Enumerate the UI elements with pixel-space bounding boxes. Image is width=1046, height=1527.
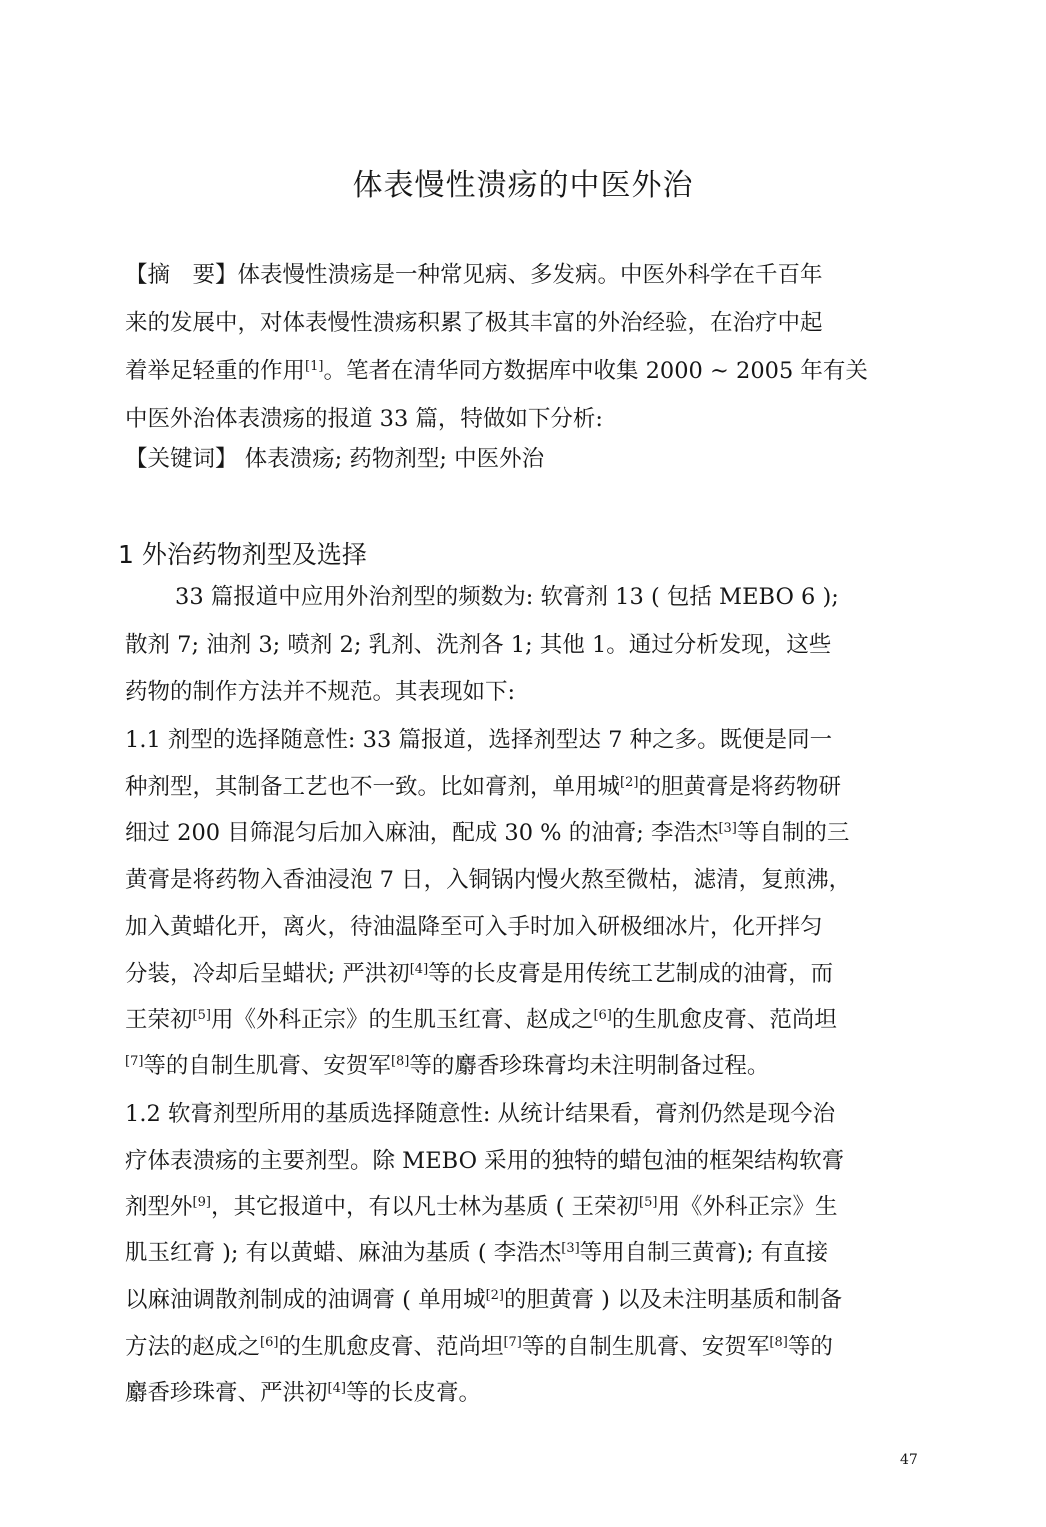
paragraph-line: 以麻油调散剂制成的油调膏 ( 单用城[2]的胆黄膏 ) 以及未注明基质和制备 <box>125 1287 843 1313</box>
paragraph-line: 黄膏是将药物入香油浸泡 7 日，入铜锅内慢火熬至微枯，滤清，复煎沸， <box>125 867 852 893</box>
keywords-line <box>125 444 925 474</box>
article-title: 体表慢性溃疡的中医外治 <box>352 168 694 203</box>
citation-ref: [3] <box>561 1241 580 1256</box>
abstract-label: 【摘 要】 <box>125 262 238 288</box>
keywords-label: 【关键词】 <box>125 446 238 472</box>
citation-ref: [4] <box>327 1381 346 1396</box>
paragraph-line: 散剂 7; 油剂 3; 喷剂 2; 乳剂、洗剂各 1; 其他 1。通过分析发现，这些 <box>125 632 832 658</box>
abstract-line-1: 【摘 要】体表慢性溃疡是一种常见病、多发病。中医外科学在千百年 <box>125 262 823 288</box>
citation-ref: [1] <box>305 359 324 374</box>
paragraph-line: 疗体表溃疡的主要剂型。除 MEBO 采用的独特的蜡包油的框架结构软膏 <box>125 1148 845 1174</box>
citation-ref: [7] <box>503 1335 522 1350</box>
citation-ref: [3] <box>718 821 737 836</box>
paragraph-line: 细过 200 目筛混匀后加入麻油，配成 30 % 的油膏; 李浩杰[3]等自制的三 <box>125 820 850 846</box>
paragraph-line: 肌玉红膏 ); 有以黄蜡、麻油为基质 ( 李浩杰[3]等用自制三黄膏); 有直接 <box>125 1240 829 1266</box>
subsection-1-2-line: 1.2 软膏剂型所用的基质选择随意性: 从统计结果看，膏剂仍然是现今治 <box>125 1101 836 1127</box>
section-heading: 1 外治药物剂型及选择 <box>118 540 367 569</box>
citation-ref: [6] <box>260 1335 279 1350</box>
paragraph-line: 加入黄蜡化开，离火，待油温降至可入手时加入研极细冰片，化开拌匀 <box>125 914 823 940</box>
citation-ref: [5] <box>639 1195 658 1210</box>
abstract-line-4: 中医外治体表溃疡的报道 33 篇，特做如下分析: <box>125 406 604 432</box>
citation-ref: [4] <box>409 962 429 977</box>
citation-ref: [2] <box>485 1288 505 1303</box>
subsection-1-1-line: 1.1 剂型的选择随意性: 33 篇报道，选择剂型达 7 种之多。既便是同一 <box>125 727 833 753</box>
paragraph-line: 33 篇报道中应用外治剂型的频数为: 软膏剂 13 ( 包括 MEBO 6 ); <box>175 584 839 610</box>
keywords-text: 体表溃疡; 药物剂型; 中医外治 <box>237 446 545 472</box>
abstract-line-2: 来的发展中，对体表慢性溃疡积累了极其丰富的外治经验，在治疗中起 <box>125 310 823 336</box>
abstract-line-3: 着举足轻重的作用[1]。笔者在清华同方数据库中收集 2000 ~ 2005 年有关 <box>125 358 868 384</box>
citation-ref: [8] <box>769 1335 788 1350</box>
paragraph-line: 分装，冷却后呈蜡状; 严洪初[4]等的长皮膏是用传统工艺制成的油膏，而 <box>125 961 834 987</box>
citation-ref: [5] <box>192 1008 211 1023</box>
paragraph-line: [7]等的自制生肌膏、安贺军[8]等的麝香珍珠膏均未注明制备过程。 <box>125 1053 770 1079</box>
citation-ref: [7] <box>125 1054 144 1069</box>
citation-ref: [6] <box>593 1008 612 1023</box>
page-number: 47 <box>900 1452 918 1468</box>
citation-ref: [9] <box>192 1195 211 1210</box>
paragraph-line: 麝香珍珠膏、严洪初[4]等的长皮膏。 <box>125 1380 481 1406</box>
citation-ref: [8] <box>390 1054 410 1069</box>
citation-ref: [2] <box>620 775 639 790</box>
paragraph-line: 方法的赵成之[6]的生肌愈皮膏、范尚坦[7]等的自制生肌膏、安贺军[8]等的 <box>125 1334 833 1360</box>
paragraph-line: 王荣初[5]用《外科正宗》的生肌玉红膏、赵成之[6]的生肌愈皮膏、范尚坦 <box>125 1007 837 1033</box>
paragraph-line: 药物的制作方法并不规范。其表现如下: <box>125 679 516 705</box>
paragraph-line: 剂型外[9]，其它报道中，有以凡士林为基质 ( 王荣初[5]用《外科正宗》生 <box>125 1194 838 1220</box>
paragraph-line: 种剂型，其制备工艺也不一致。比如膏剂，单用城[2]的胆黄膏是将药物研 <box>125 774 841 800</box>
